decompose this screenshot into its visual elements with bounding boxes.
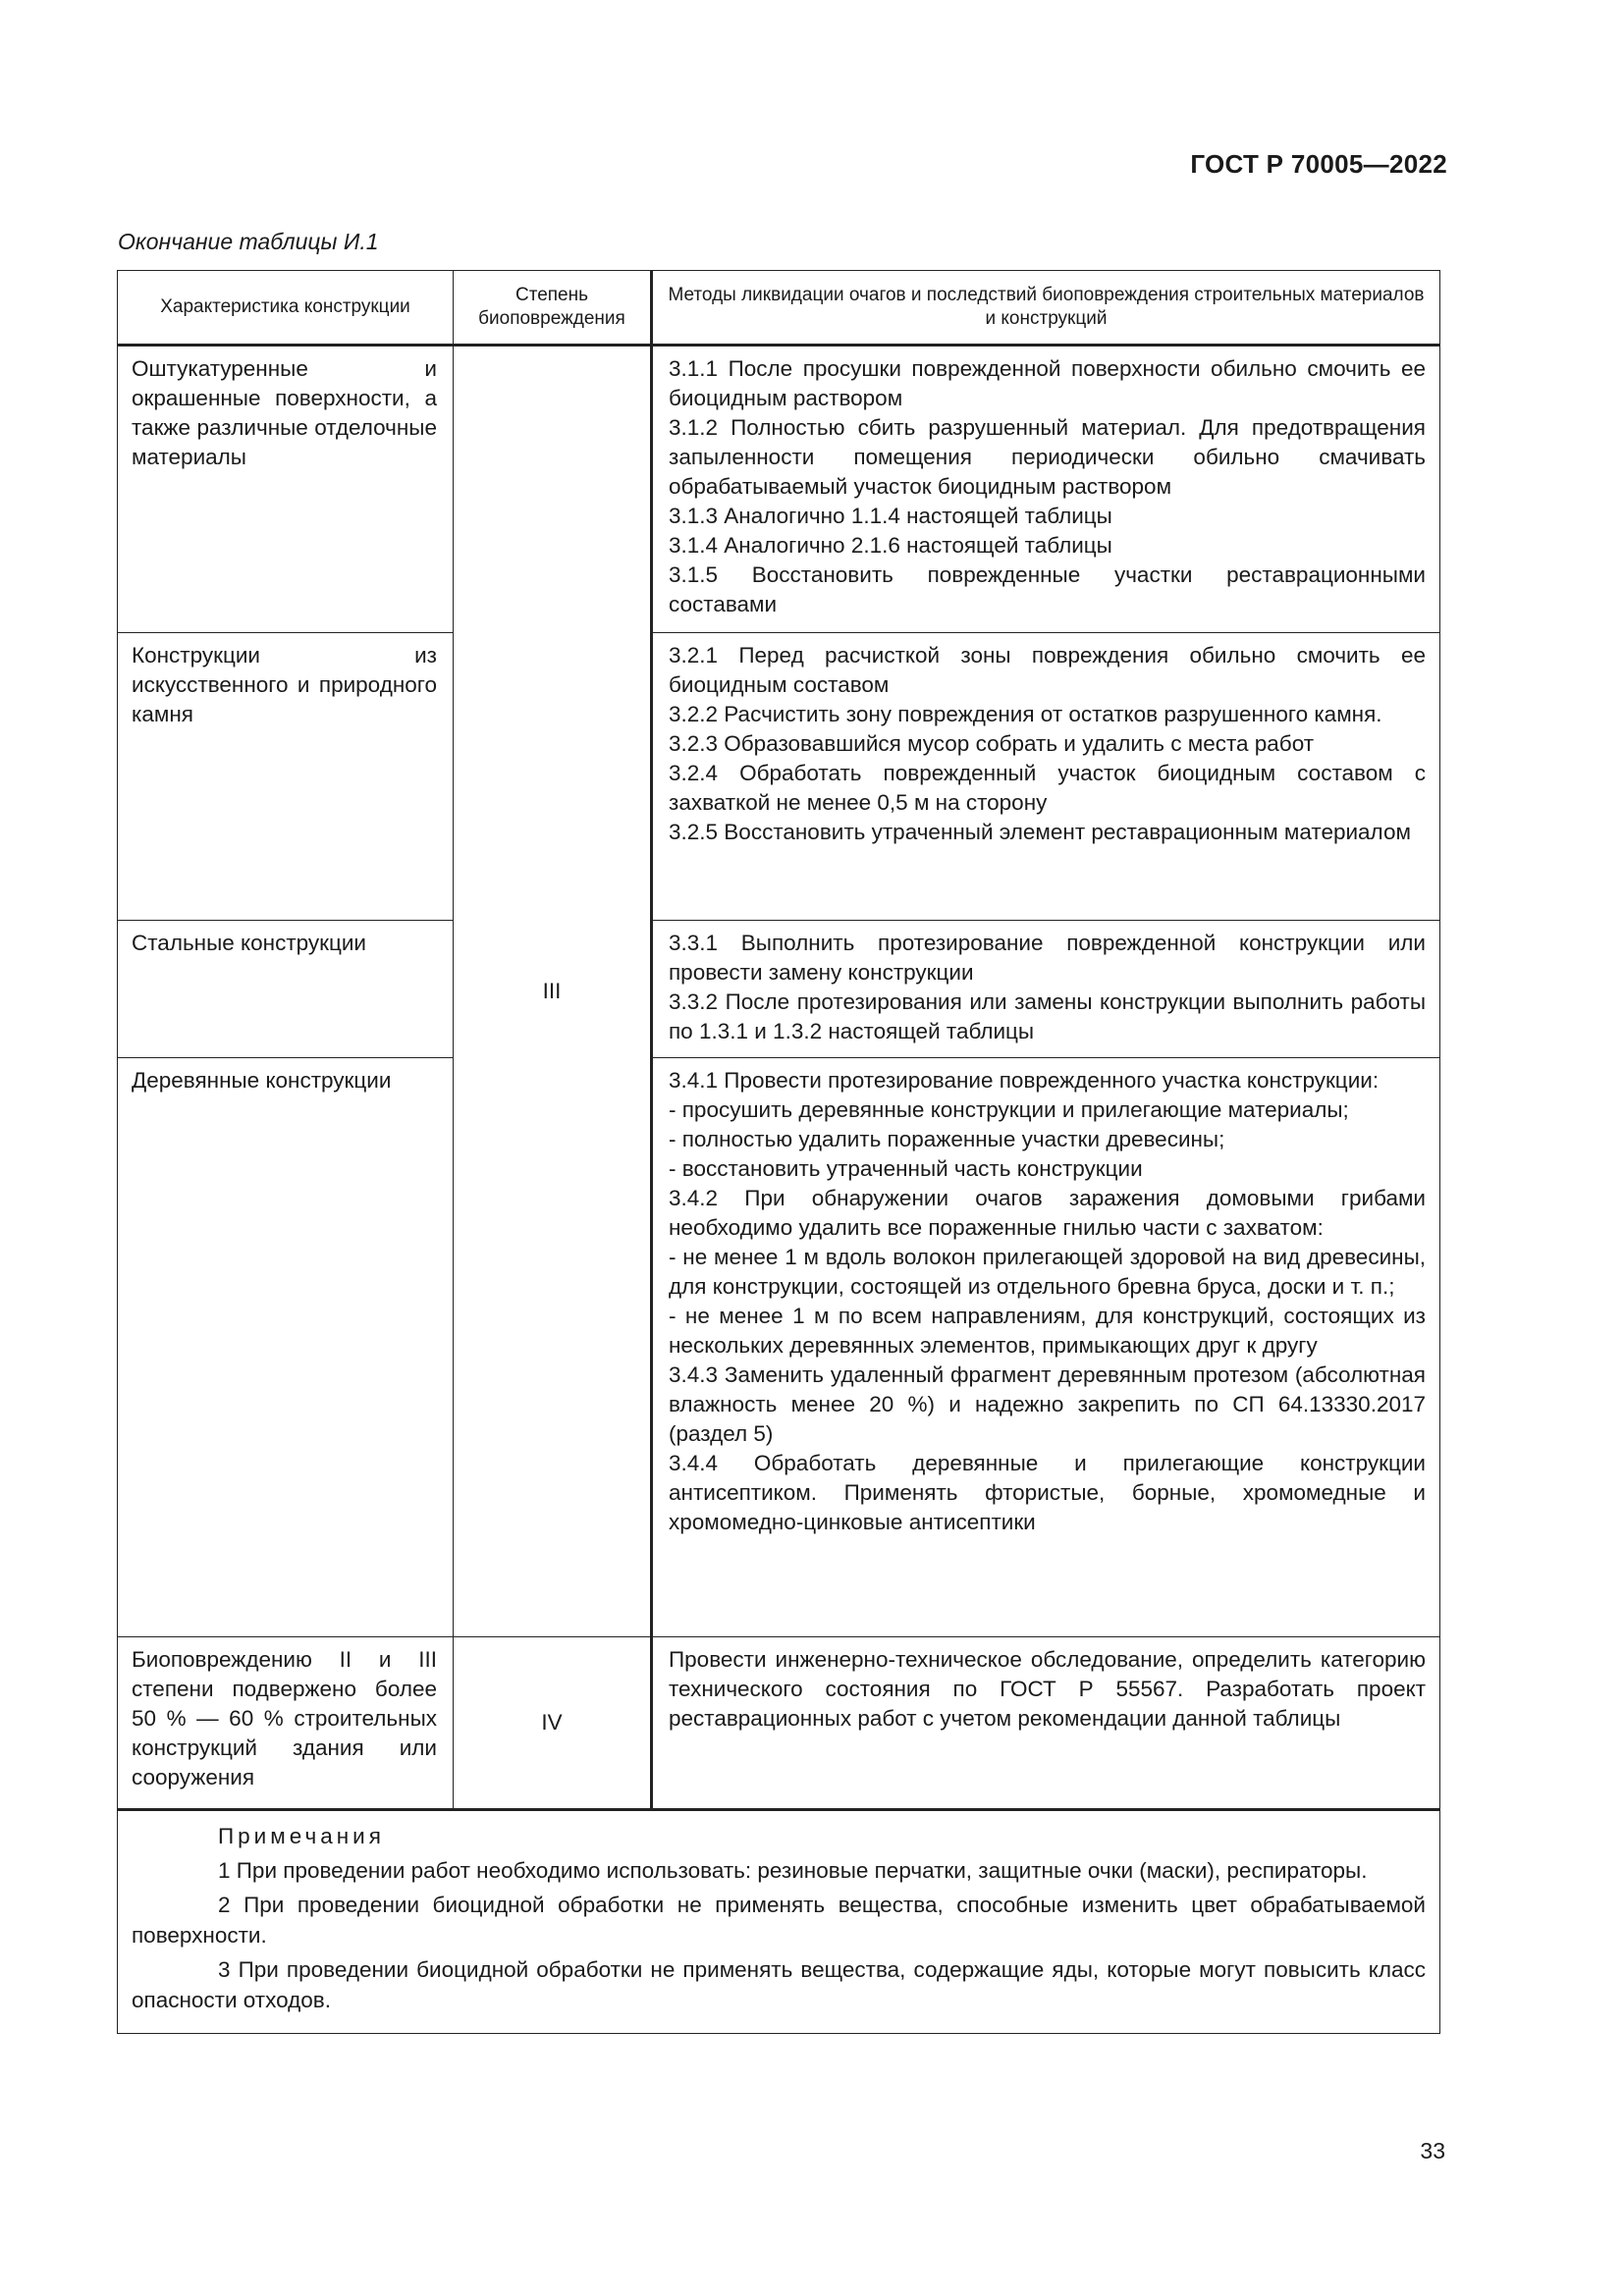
method-item: 3.2.4 Обработать поврежденный участок биоцидным составом с захваткой не менее 0,5 м на сторону xyxy=(669,761,1426,815)
note-item: 2 При проведении биоцидной обработки не применять вещества, способные изменить цвет обрабатываемой поверхности. xyxy=(132,1893,1426,1948)
document-id-header: ГОСТ Р 70005—2022 xyxy=(1190,149,1447,179)
characteristic-cell: Оштукатуренные и окрашенные поверхности, а также различные отделочные материалы xyxy=(118,346,454,633)
note-item: 1 При проведении работ необходимо использовать: резиновые перчатки, защитные очки (маски), респираторы. xyxy=(218,1858,1368,1883)
column-header-methods: Методы ликвидации очагов и последствий биоповреждения строительных материалов и конструкций xyxy=(652,271,1440,346)
method-item: 3.2.1 Перед расчисткой зоны повреждения обильно смочить ее биоцидным составом xyxy=(669,643,1426,697)
notes-title: Примечания xyxy=(218,1824,385,1848)
characteristic-cell: Конструкции из искусственного и природного камня xyxy=(118,633,454,921)
column-header-degree: Степень биоповреждения xyxy=(454,271,652,346)
methods-cell xyxy=(652,1058,1440,1637)
table-row xyxy=(118,346,1440,633)
method-item: - просушить деревянные конструкции и прилегающие материалы; xyxy=(669,1097,1349,1122)
characteristic-cell: Деревянные конструкции xyxy=(118,1058,454,1637)
method-item: 3.4.3 Заменить удаленный фрагмент деревянным протезом (абсолютная влажность менее 20 %) и надежно закрепить по СП 64.13330.2017 (раздел 5) xyxy=(669,1362,1426,1446)
treatment-methods-table xyxy=(117,270,1440,2034)
method-item: 3.1.2 Полностью сбить разрушенный материал. Для предотвращения запыленности помещения периодически обильно смачивать обрабатываемый участок биоцидным раствором xyxy=(669,415,1426,499)
notes-cell xyxy=(118,1810,1440,2034)
method-item: 3.3.2 После протезирования или замены конструкции выполнить работы по 1.3.1 и 1.3.2 настоящей таблицы xyxy=(669,989,1426,1043)
methods-cell xyxy=(652,921,1440,1058)
method-item: 3.1.5 Восстановить поврежденные участки реставрационными составами xyxy=(669,562,1426,616)
table-row xyxy=(118,1637,1440,1810)
method-item: 3.4.2 При обнаружении очагов заражения домовыми грибами необходимо удалить все пораженные гнилью части с захватом: xyxy=(669,1186,1426,1240)
notes-row xyxy=(118,1810,1440,2034)
characteristic-cell: Стальные конструкции xyxy=(118,921,454,1058)
page-number: 33 xyxy=(1420,2138,1445,2163)
method-item: - восстановить утраченный часть конструкции xyxy=(669,1156,1143,1181)
degree-cell: IV xyxy=(454,1637,652,1810)
note-item: 3 При проведении биоцидной обработки не применять вещества, содержащие яды, которые могут повысить класс опасности отходов. xyxy=(132,1957,1426,2012)
method-item: 3.2.3 Образовавшийся мусор собрать и удалить с места работ xyxy=(669,731,1315,756)
method-item: 3.1.3 Аналогично 1.1.4 настоящей таблицы xyxy=(669,504,1112,528)
method-item: 3.4.1 Провести протезирование поврежденного участка конструкции: xyxy=(669,1068,1380,1093)
method-item: - не менее 1 м вдоль волокон прилегающей здоровой на вид древесины, для конструкции, состоящей из отдельного бревна бруса, доски и т. п.; xyxy=(669,1245,1426,1299)
method-item: 3.2.5 Восстановить утраченный элемент реставрационным материалом xyxy=(669,820,1411,844)
column-header-characteristic: Характеристика конструкции xyxy=(118,271,454,346)
method-item: 3.1.1 После просушки поврежденной поверхности обильно смочить ее биоцидным раствором xyxy=(669,356,1426,410)
degree-cell: III xyxy=(454,346,652,1637)
methods-cell xyxy=(652,346,1440,633)
method-item: - не менее 1 м по всем направлениям, для конструкций, состоящих из нескольких деревянных элементов, примыкающих друг к другу xyxy=(669,1304,1426,1358)
table-row xyxy=(118,633,1440,921)
method-item: 3.4.4 Обработать деревянные и прилегающие конструкции антисептиком. Применять фтористые, борные, хромомедные и хромомедно-цинковые антисептики xyxy=(669,1451,1426,1534)
table-caption: Окончание таблицы И.1 xyxy=(118,229,379,254)
methods-cell: Провести инженерно-техническое обследование, определить категорию технического состояния по ГОСТ Р 55567. Разработать проект реставрационных работ с учетом рекомендации данной таблицы xyxy=(652,1637,1440,1810)
method-item: 3.1.4 Аналогично 2.1.6 настоящей таблицы xyxy=(669,533,1112,558)
method-item: - полностью удалить пораженные участки древесины; xyxy=(669,1127,1225,1151)
table-row xyxy=(118,1058,1440,1637)
method-item: 3.3.1 Выполнить протезирование поврежденной конструкции или провести замену конструкции xyxy=(669,931,1426,985)
method-item: 3.2.2 Расчистить зону повреждения от остатков разрушенного камня. xyxy=(669,702,1382,726)
table-header-row xyxy=(118,271,1440,346)
methods-cell xyxy=(652,633,1440,921)
characteristic-cell: Биоповреждению II и III степени подвержено более 50 % — 60 % строительных конструкций здания или сооружения xyxy=(118,1637,454,1810)
table-row xyxy=(118,921,1440,1058)
